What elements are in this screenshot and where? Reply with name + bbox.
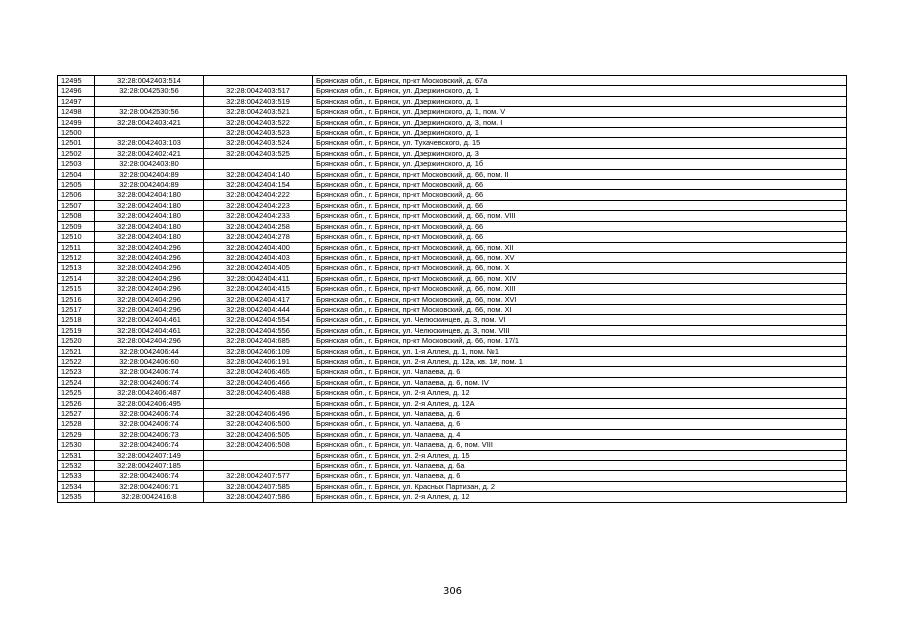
row-number: 12503 [58, 159, 95, 169]
table-row [58, 148, 847, 158]
cadastral-number-parcel: 32:28:0042404:296 [95, 304, 204, 314]
table-row [58, 481, 847, 491]
table-row [58, 315, 847, 325]
cadastral-number-object: 32:28:0042406:488 [204, 388, 313, 398]
row-number: 12528 [58, 419, 95, 429]
table-row [58, 242, 847, 252]
table-row [58, 346, 847, 356]
address: Брянская обл., г. Брянск, пр-кт Московский, д. 66, пом. XI [313, 304, 847, 314]
address: Брянская обл., г. Брянск, ул. Челюскинцев, д. 3, пом. VIII [313, 325, 847, 335]
table-row [58, 128, 847, 138]
cadastral-number-parcel: 32:28:0042406:73 [95, 429, 204, 439]
cadastral-number-parcel: 32:28:0042404:296 [95, 263, 204, 273]
cadastral-number-object: 32:28:0042404:405 [204, 263, 313, 273]
table-row [58, 284, 847, 294]
cadastral-number-parcel: 32:28:0042404:180 [95, 200, 204, 210]
row-number: 12505 [58, 180, 95, 190]
table-body [58, 76, 847, 503]
address: Брянская обл., г. Брянск, ул. 2-я Аллея, д. 12 [313, 388, 847, 398]
cadastral-number-object: 32:28:0042406:109 [204, 346, 313, 356]
row-number: 12529 [58, 429, 95, 439]
cadastral-number-object: 32:28:0042404:554 [204, 315, 313, 325]
cadastral-number-parcel: 32:28:0042404:296 [95, 273, 204, 283]
address: Брянская обл., г. Брянск, ул. Чапаева, д. 6 [313, 419, 847, 429]
address: Брянская обл., г. Брянск, пр-кт Московский, д. 66, пом. XIII [313, 284, 847, 294]
row-number: 12500 [58, 128, 95, 138]
row-number: 12520 [58, 336, 95, 346]
table-row [58, 211, 847, 221]
table-row [58, 86, 847, 96]
address: Брянская обл., г. Брянск, пр-кт Московский, д. 67а [313, 76, 847, 86]
table-row [58, 263, 847, 273]
cadastral-number-parcel [95, 96, 204, 106]
row-number: 12535 [58, 492, 95, 502]
row-number: 12533 [58, 471, 95, 481]
table-row [58, 221, 847, 231]
cadastral-number-parcel: 32:28:0042404:461 [95, 325, 204, 335]
address: Брянская обл., г. Брянск, пр-кт Московский, д. 66, пом. XII [313, 242, 847, 252]
address: Брянская обл., г. Брянск, ул. 2-я Аллея, д. 12 [313, 492, 847, 502]
address: Брянская обл., г. Брянск, ул. Дзержинского, д. 3 [313, 148, 847, 158]
cadastral-number-object [204, 461, 313, 471]
cadastral-number-object: 32:28:0042404:140 [204, 169, 313, 179]
table-row [58, 294, 847, 304]
cadastral-number-object: 32:28:0042404:411 [204, 273, 313, 283]
row-number: 12524 [58, 377, 95, 387]
address: Брянская обл., г. Брянск, пр-кт Московский, д. 66, пом. X [313, 263, 847, 273]
row-number: 12501 [58, 138, 95, 148]
table-row [58, 398, 847, 408]
cadastral-number-parcel: 32:28:0042407:185 [95, 461, 204, 471]
address: Брянская обл., г. Брянск, ул. 2-я Аллея, д. 12а, кв. 1#, пом. 1 [313, 356, 847, 366]
address: Брянская обл., г. Брянск, пр-кт Московский, д. 66 [313, 200, 847, 210]
address: Брянская обл., г. Брянск, ул. Чапаева, д. 6 [313, 409, 847, 419]
cadastral-number-object: 32:28:0042403:525 [204, 148, 313, 158]
cadastral-number-object: 32:28:0042407:577 [204, 471, 313, 481]
cadastral-number-parcel: 32:28:0042404:296 [95, 242, 204, 252]
cadastral-number-parcel: 32:28:0042403:103 [95, 138, 204, 148]
row-number: 12511 [58, 242, 95, 252]
row-number: 12527 [58, 409, 95, 419]
table-row [58, 409, 847, 419]
cadastral-number-object: 32:28:0042406:466 [204, 377, 313, 387]
address: Брянская обл., г. Брянск, ул. Тухачевского, д. 15 [313, 138, 847, 148]
address: Брянская обл., г. Брянск, пр-кт Московский, д. 66, пом. 17/1 [313, 336, 847, 346]
address: Брянская обл., г. Брянск, пр-кт Московский, д. 66, пом. II [313, 169, 847, 179]
cadastral-number-parcel: 32:28:0042404:89 [95, 180, 204, 190]
row-number: 12508 [58, 211, 95, 221]
row-number: 12522 [58, 356, 95, 366]
row-number: 12516 [58, 294, 95, 304]
address: Брянская обл., г. Брянск, ул. Дзержинского, д. 1 [313, 96, 847, 106]
row-number: 12499 [58, 117, 95, 127]
cadastral-number-object: 32:28:0042404:258 [204, 221, 313, 231]
table-row [58, 169, 847, 179]
table-row [58, 325, 847, 335]
address: Брянская обл., г. Брянск, пр-кт Московский, д. 66 [313, 180, 847, 190]
table-row [58, 450, 847, 460]
cadastral-number-object: 32:28:0042406:508 [204, 440, 313, 450]
cadastral-number-parcel: 32:28:0042403:80 [95, 159, 204, 169]
table-row [58, 138, 847, 148]
row-number: 12502 [58, 148, 95, 158]
address: Брянская обл., г. Брянск, пр-кт Московский, д. 66, пом. XVI [313, 294, 847, 304]
address: Брянская обл., г. Брянск, ул. Чапаева, д. 6 [313, 367, 847, 377]
cadastral-number-parcel: 32:28:0042406:495 [95, 398, 204, 408]
cadastral-number-object: 32:28:0042404:417 [204, 294, 313, 304]
table-row [58, 76, 847, 86]
row-number: 12506 [58, 190, 95, 200]
cadastral-number-parcel: 32:28:0042403:421 [95, 117, 204, 127]
row-number: 12515 [58, 284, 95, 294]
address: Брянская обл., г. Брянск, ул. 2-я Аллея, д. 12А [313, 398, 847, 408]
address: Брянская обл., г. Брянск, пр-кт Московский, д. 66 [313, 221, 847, 231]
row-number: 12532 [58, 461, 95, 471]
cadastral-number-parcel: 32:28:0042404:296 [95, 294, 204, 304]
cadastral-number-parcel: 32:28:0042406:74 [95, 419, 204, 429]
row-number: 12495 [58, 76, 95, 86]
cadastral-number-object: 32:28:0042403:517 [204, 86, 313, 96]
row-number: 12507 [58, 200, 95, 210]
row-number: 12512 [58, 252, 95, 262]
row-number: 12526 [58, 398, 95, 408]
row-number: 12519 [58, 325, 95, 335]
cadastral-number-object: 32:28:0042406:505 [204, 429, 313, 439]
cadastral-number-object: 32:28:0042403:522 [204, 117, 313, 127]
address: Брянская обл., г. Брянск, ул. Чапаева, д. 6 [313, 471, 847, 481]
address: Брянская обл., г. Брянск, ул. Чапаева, д. 6, пом. IV [313, 377, 847, 387]
cadastral-number-object: 32:28:0042404:415 [204, 284, 313, 294]
table-row [58, 492, 847, 502]
table-row [58, 419, 847, 429]
cadastral-number-object: 32:28:0042403:523 [204, 128, 313, 138]
cadastral-number-object: 32:28:0042403:519 [204, 96, 313, 106]
table-row [58, 304, 847, 314]
address: Брянская обл., г. Брянск, пр-кт Московский, д. 66 [313, 232, 847, 242]
table-row [58, 190, 847, 200]
document-page [57, 75, 847, 503]
cadastral-number-parcel: 32:28:0042530:56 [95, 86, 204, 96]
cadastral-table [57, 75, 847, 503]
address: Брянская обл., г. Брянск, ул. Челюскинцев, д. 3, пом. VI [313, 315, 847, 325]
cadastral-number-parcel: 32:28:0042402:421 [95, 148, 204, 158]
table-row [58, 117, 847, 127]
cadastral-number-object: 32:28:0042406:500 [204, 419, 313, 429]
table-row [58, 367, 847, 377]
row-number: 12525 [58, 388, 95, 398]
cadastral-number-parcel [95, 128, 204, 138]
cadastral-number-object: 32:28:0042404:222 [204, 190, 313, 200]
address: Брянская обл., г. Брянск, ул. Дзержинского, д. 1, пом. V [313, 107, 847, 117]
row-number: 12497 [58, 96, 95, 106]
cadastral-number-object [204, 450, 313, 460]
table-row [58, 461, 847, 471]
cadastral-number-object: 32:28:0042404:444 [204, 304, 313, 314]
table-row [58, 200, 847, 210]
row-number: 12530 [58, 440, 95, 450]
cadastral-number-object: 32:28:0042404:154 [204, 180, 313, 190]
cadastral-number-parcel: 32:28:0042404:296 [95, 284, 204, 294]
cadastral-number-object: 32:28:0042407:585 [204, 481, 313, 491]
address: Брянская обл., г. Брянск, ул. Чапаева, д. 6а [313, 461, 847, 471]
cadastral-number-object: 32:28:0042403:524 [204, 138, 313, 148]
table-row [58, 336, 847, 346]
address: Брянская обл., г. Брянск, ул. 1-я Аллея, д. 1, пом. №1 [313, 346, 847, 356]
cadastral-number-parcel: 32:28:0042530:56 [95, 107, 204, 117]
cadastral-number-parcel: 32:28:0042404:180 [95, 221, 204, 231]
cadastral-number-parcel: 32:28:0042404:180 [95, 190, 204, 200]
address: Брянская обл., г. Брянск, ул. Чапаева, д. 6, пом. VIII [313, 440, 847, 450]
cadastral-number-object: 32:28:0042407:586 [204, 492, 313, 502]
row-number: 12509 [58, 221, 95, 231]
table-row [58, 107, 847, 117]
address: Брянская обл., г. Брянск, ул. Дзержинского, д. 1 [313, 86, 847, 96]
address: Брянская обл., г. Брянск, пр-кт Московский, д. 66, пом. XIV [313, 273, 847, 283]
cadastral-number-parcel: 32:28:0042407:149 [95, 450, 204, 460]
cadastral-number-object: 32:28:0042406:465 [204, 367, 313, 377]
cadastral-number-parcel: 32:28:0042404:296 [95, 336, 204, 346]
cadastral-number-parcel: 32:28:0042404:180 [95, 211, 204, 221]
cadastral-number-parcel: 32:28:0042404:296 [95, 252, 204, 262]
cadastral-number-parcel: 32:28:0042406:60 [95, 356, 204, 366]
table-row [58, 252, 847, 262]
cadastral-number-parcel: 32:28:0042406:74 [95, 367, 204, 377]
row-number: 12531 [58, 450, 95, 460]
table-row [58, 388, 847, 398]
cadastral-number-parcel: 32:28:0042406:487 [95, 388, 204, 398]
row-number: 12518 [58, 315, 95, 325]
table-row [58, 440, 847, 450]
cadastral-number-parcel: 32:28:0042406:74 [95, 409, 204, 419]
table-row [58, 159, 847, 169]
row-number: 12504 [58, 169, 95, 179]
address: Брянская обл., г. Брянск, ул. 2-я Аллея, д. 15 [313, 450, 847, 460]
cadastral-number-object: 32:28:0042404:223 [204, 200, 313, 210]
row-number: 12510 [58, 232, 95, 242]
cadastral-number-object [204, 159, 313, 169]
row-number: 12534 [58, 481, 95, 491]
table-row [58, 356, 847, 366]
address: Брянская обл., г. Брянск, ул. Дзержинского, д. 1 [313, 128, 847, 138]
address: Брянская обл., г. Брянск, ул. Красных Партизан, д. 2 [313, 481, 847, 491]
page-number: 306 [442, 586, 463, 597]
row-number: 12517 [58, 304, 95, 314]
cadastral-number-parcel: 32:28:0042406:71 [95, 481, 204, 491]
row-number: 12513 [58, 263, 95, 273]
cadastral-number-object: 32:28:0042404:556 [204, 325, 313, 335]
address: Брянская обл., г. Брянск, пр-кт Московский, д. 66 [313, 190, 847, 200]
table-row [58, 180, 847, 190]
row-number: 12514 [58, 273, 95, 283]
cadastral-number-parcel: 32:28:0042406:74 [95, 440, 204, 450]
cadastral-number-object: 32:28:0042404:685 [204, 336, 313, 346]
table-row [58, 429, 847, 439]
cadastral-number-object: 32:28:0042404:403 [204, 252, 313, 262]
cadastral-number-parcel: 32:28:0042404:461 [95, 315, 204, 325]
address: Брянская обл., г. Брянск, пр-кт Московский, д. 66, пом. XV [313, 252, 847, 262]
address: Брянская обл., г. Брянск, пр-кт Московский, д. 66, пом. VIII [313, 211, 847, 221]
cadastral-number-object: 32:28:0042403:521 [204, 107, 313, 117]
cadastral-number-parcel: 32:28:0042416:8 [95, 492, 204, 502]
row-number: 12521 [58, 346, 95, 356]
table-row [58, 471, 847, 481]
cadastral-number-object [204, 76, 313, 86]
address: Брянская обл., г. Брянск, ул. Дзержинского, д. 1б [313, 159, 847, 169]
cadastral-number-object: 32:28:0042404:233 [204, 211, 313, 221]
row-number: 12523 [58, 367, 95, 377]
cadastral-number-object [204, 398, 313, 408]
cadastral-number-object: 32:28:0042404:400 [204, 242, 313, 252]
table-row [58, 232, 847, 242]
cadastral-number-parcel: 32:28:0042406:44 [95, 346, 204, 356]
table-row [58, 273, 847, 283]
cadastral-number-object: 32:28:0042406:496 [204, 409, 313, 419]
cadastral-number-parcel: 32:28:0042404:180 [95, 232, 204, 242]
cadastral-number-parcel: 32:28:0042403:514 [95, 76, 204, 86]
cadastral-number-object: 32:28:0042404:278 [204, 232, 313, 242]
cadastral-number-parcel: 32:28:0042406:74 [95, 471, 204, 481]
row-number: 12496 [58, 86, 95, 96]
table-row [58, 96, 847, 106]
cadastral-number-object: 32:28:0042406:191 [204, 356, 313, 366]
cadastral-number-parcel: 32:28:0042404:89 [95, 169, 204, 179]
row-number: 12498 [58, 107, 95, 117]
address: Брянская обл., г. Брянск, ул. Чапаева, д. 4 [313, 429, 847, 439]
cadastral-number-parcel: 32:28:0042406:74 [95, 377, 204, 387]
table-row [58, 377, 847, 387]
address: Брянская обл., г. Брянск, ул. Дзержинского, д. 3, пом. I [313, 117, 847, 127]
